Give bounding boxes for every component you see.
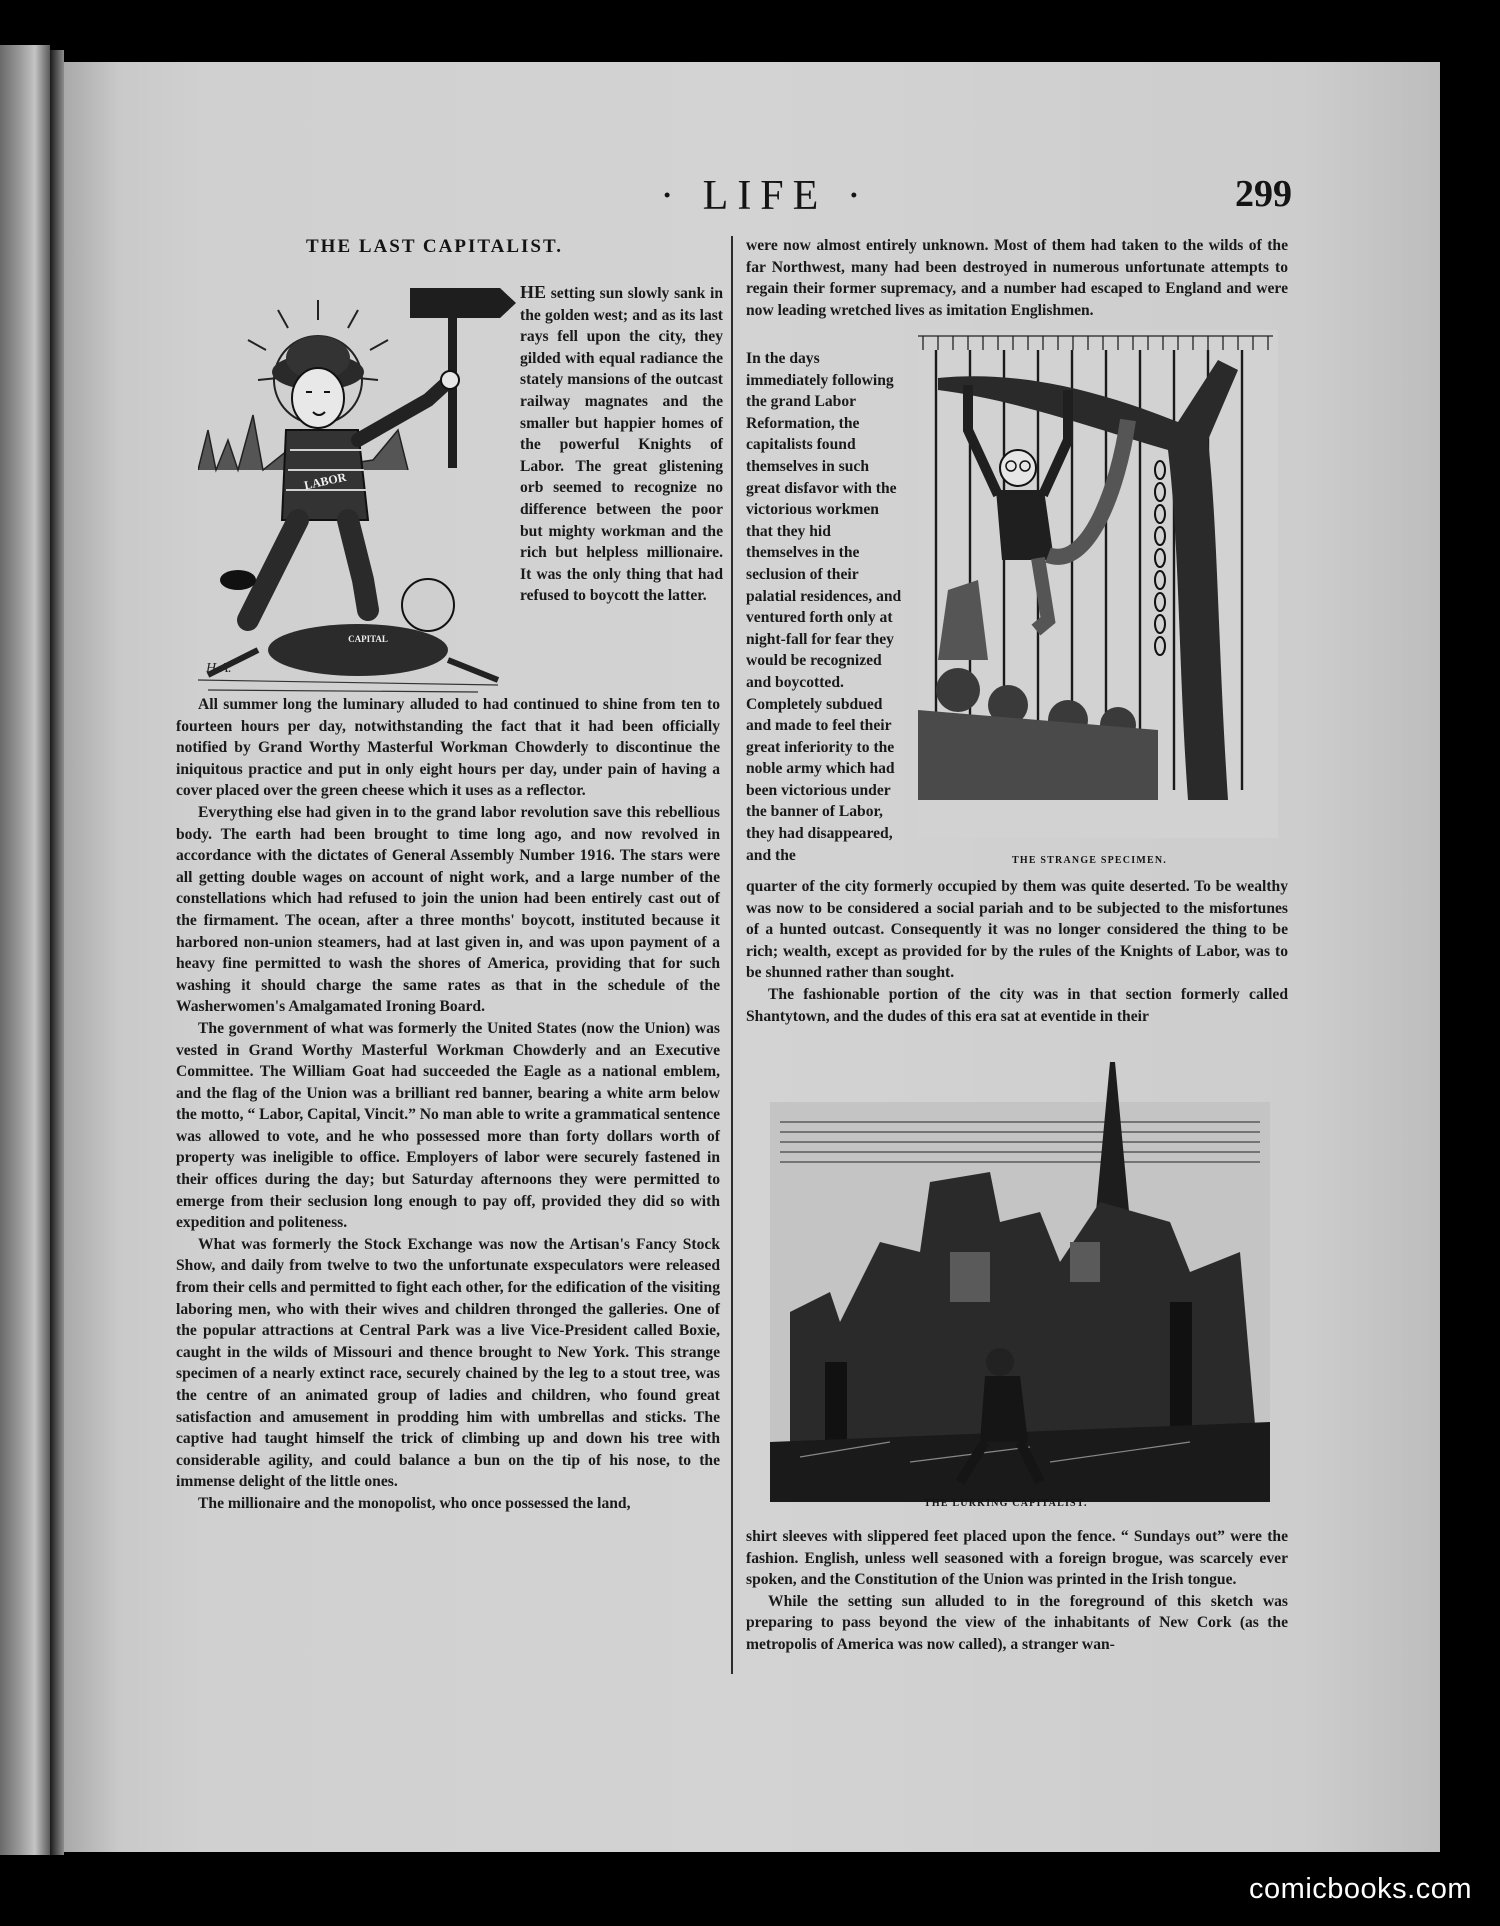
left-paragraph-3: The government of what was formerly the United States (now the Union) was vested in Grand Worthy Masterful Workman Chowderly and an Executive Committee. The William Goat had succeeded the Eagle as a national emblem, and the flag of the Union was a brilliant red banner, bearing a white arm below the motto, “ Labor, Capital, Vincit.” No man able to write a grammatical sentence was allowed to vote, and he who possessed more than forty dollars worth of property was ineligible to office. Employers of labor were securely fastened in their offices during the day; but Saturday afternoons they were permitted to emerge from their seclusion long enough to pay off, provided they did so with expedition and politeness. <box>176 1019 720 1232</box>
left-column <box>176 694 720 1515</box>
right-column-bottom <box>746 1526 1288 1656</box>
left-paragraph-4: What was formerly the Stock Exchange was now the Artisan's Fancy Stock Show, and daily from twelve to two the unfortunate exspeculators were released from their cells and permitted to fight each other, for the edification of the visiting laboring men, who with their wives and children thronged the galleries. One of the popular attractions at Central Park was a live Vice-President called Boxie, caught in the wilds of Missouri and thence brought to New York. This strange specimen of a nearly extinct race, securely chained by the leg to a stout tree, was the centre of an animated group of ladies and children, who found great satisfaction and amusement in prodding him with umbrellas and sticks. The captive had taught himself the trick of climbing up and down his tree with considerable agility, and could balance a bun on the tip of his nose, to the immense delight of the little ones. <box>176 1235 720 1491</box>
page-gutter <box>50 50 64 1855</box>
left-page-edge <box>0 45 50 1855</box>
right-column-middle <box>746 876 1288 1027</box>
column-rule <box>731 236 733 1674</box>
specimen-caption: THE STRANGE SPECIMEN. <box>1012 855 1167 866</box>
left-paragraph-5: The millionaire and the monopolist, who once possessed the land, <box>198 1494 631 1512</box>
left-paragraph-2: Everything else had given in to the grand labor revolution save this rebellious body. The earth had been brought to time long ago, and now revolved in accordance with the dictates of General Assembly Number 1916. The stars were all getting double wages on account of night work, and a large number of the constellations which had refused to join the union had been entirely cast out of the firmament. The ocean, after a three months' boycott, instituted because it harbored non-union steamers, had at last given in, and was upon payment of a heavy fine permitted to wash the shores of America, providing that for such washing it should charge the same rates as that in the schedule of the Washerwomen's Amalgamated Ironing Board. <box>176 803 720 1016</box>
lurking-caption: THE LURKING CAPITALIST. <box>924 1498 1088 1509</box>
site-watermark: comicbooks.com <box>1249 1873 1472 1905</box>
right-bottom-paragraph-2: While the setting sun alluded to in the foreground of this sketch was preparing to pass beyond the view of the inhabitants of New Cork (as the metropolis of America was now called), a stranger wan- <box>746 1592 1288 1653</box>
page-number: 299 <box>1235 173 1292 215</box>
intro-lead: HE <box>520 282 547 302</box>
strange-specimen-illustration <box>918 330 1278 838</box>
right-bottom-paragraph-1: shirt sleeves with slippered feet placed upon the fence. “ Sundays out” were the fashion. English, unless well seasoned with a foreign brogue, was scarcely ever spoken, and the Constitution of the Union was printed in the Irish tongue. <box>746 1528 1288 1589</box>
right-column-top <box>746 235 1288 321</box>
right-paragraph-continued: were now almost entirely unknown. Most of them had taken to the wilds of the far Northwest, many had been destroyed in numerous unfortunate attempts to regain their former supremacy, and a number had escaped to England and were now leading wretched lives as imitation Englishmen. <box>746 237 1288 319</box>
intro-body: setting sun slowly sank in the golden west; and as its last rays fell upon the city, they gilded with equal radiance the stately mansions of the outcast railway magnates and the smaller but happier homes of the powerful Knights of Labor. The great glistening orb seemed to recognize no difference between the poor but mighty workman and the rich but helpless millionaire. It was the only thing that had refused to boycott the latter. <box>520 285 723 605</box>
shirt-label: LABOR <box>302 469 348 493</box>
workman-illustration <box>198 280 520 710</box>
lurking-capitalist-illustration <box>770 1062 1270 1502</box>
article-title: THE LAST CAPITALIST. <box>306 236 563 257</box>
left-paragraph-1: All summer long the luminary alluded to had continued to shine from ten to fourteen hours per day, notwithstanding the fact that it had been officially notified by Grand Worthy Masterful Workman Chowderly to discontinue the iniquitous practice and put in only eight hours per day, under pain of having a cover placed over the green cheese which it uses as a reflector. <box>176 696 720 800</box>
hat-label: CAPITAL <box>348 634 388 644</box>
illustrator-signature: H.A. <box>206 661 232 676</box>
intro-paragraph <box>520 282 723 607</box>
right-narrow-paragraph: In the days immediately following the grand Labor Reformation, the capitalists found themselves in such great disfavor with the victorious workmen that they hid themselves in the seclusion of their palatial residences, and ventured forth only at night-fall for fear they would be recognized and boycotted. Completely subdued and made to feel their great inferiority to the noble army which had been victorious under the banner of Labor, they had disappeared, and the <box>746 350 902 864</box>
right-column-narrow <box>746 348 903 866</box>
masthead: · LIFE · <box>660 173 870 219</box>
right-mid-paragraph-2: The fashionable portion of the city was in that section formerly called Shantytown, and the dudes of this era sat at eventide in their <box>746 985 1288 1025</box>
right-mid-paragraph-1: quarter of the city formerly occupied by them was quite deserted. To be wealthy was now to be considered a social pariah and to be subjected to the misfortunes of a hunted outcast. Consequently it was no longer considered the thing to be rich; wealth, except as provided for by the rules of the Knights of Labor, was to be shunned rather than sought. <box>746 878 1288 982</box>
